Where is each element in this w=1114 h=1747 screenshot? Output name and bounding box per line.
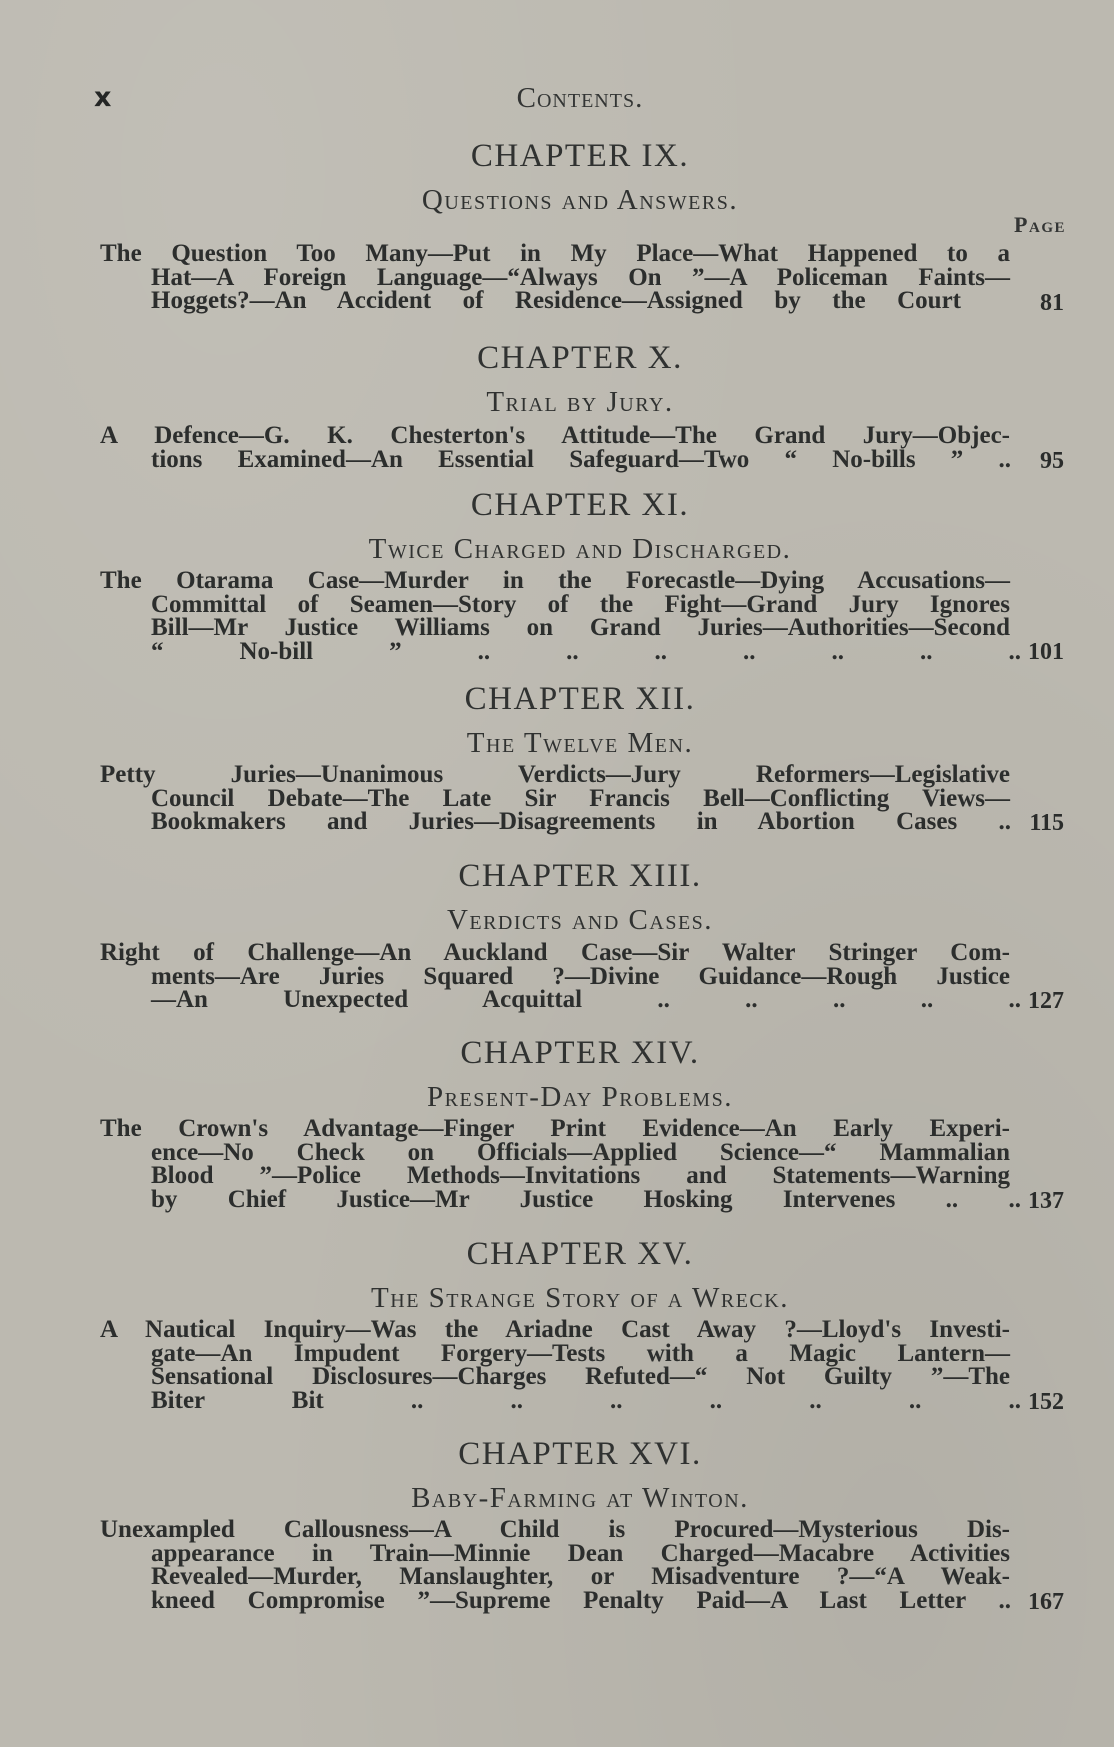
chapter-title: CHAPTER IX. (470, 138, 690, 174)
chapter-subtitle: Verdicts and Cases. (446, 904, 714, 936)
chapter-title: CHAPTER X. (477, 340, 683, 376)
summary-line: The Crown's Advantage—Finger Print Evidence—An Early Experi- (100, 1115, 1010, 1142)
page-column-label: Page (1014, 212, 1066, 237)
page-reference: 127 (1028, 988, 1064, 1014)
summary-line: “ No-bill ” .. .. .. .. .. .. .. (151, 637, 1021, 665)
chapter-summary (100, 567, 1021, 665)
chapter-summary (100, 1518, 1010, 1612)
chapter-summary (100, 1316, 1021, 1414)
summary-line: Bill—Mr Justice Williams on Grand Juries—Authorities—Second (151, 614, 1010, 641)
summary-line: Unexampled Callousness—A Child is Procured—Mysterious Dis- (100, 1516, 1010, 1543)
summary-line: Committal of Seamen—Story of the Fight—Grand Jury Ignores (151, 590, 1010, 618)
chapter-subtitle: Baby-Farming at Winton. (411, 1482, 749, 1514)
page-reference: 152 (1028, 1389, 1064, 1415)
page-reference: 115 (1029, 810, 1064, 836)
summary-line: Bookmakers and Juries—Disagreements in Abortion Cases .. (151, 808, 1011, 835)
summary-line: The Question Too Many—Put in My Place—What Happened to a (100, 240, 1010, 267)
chapter-summary (100, 424, 1010, 471)
summary-line: gate—An Impudent Forgery—Tests with a Magic Lantern— (151, 1339, 1010, 1367)
summary-line: A Nautical Inquiry—Was the Ariadne Cast Away ?—Lloyd's Investi- (100, 1316, 1010, 1343)
chapter-title: CHAPTER XI. (470, 487, 690, 523)
chapter-summary (100, 242, 1010, 313)
chapter-title: CHAPTER XVI. (458, 1436, 702, 1472)
summary-line: Petty Juries—Unanimous Verdicts—Jury Reformers—Legislative (100, 761, 1010, 788)
chapter-title: CHAPTER XIII. (458, 858, 702, 894)
chapter-summary (100, 939, 1021, 1013)
summary-line: Hoggets?—An Accident of Residence—Assigned by the Court (151, 287, 961, 314)
summary-line: —An Unexpected Acquittal .. .. .. .. .. (151, 986, 1021, 1013)
summary-line: by Chief Justice—Mr Justice Hosking Intervenes .. .. (151, 1185, 1021, 1213)
summary-line: ence—No Check on Officials—Applied Science—“ Mammalian (151, 1138, 1010, 1166)
chapter-subtitle: The Twelve Men. (466, 727, 694, 759)
page-reference: 81 (1040, 290, 1064, 316)
page-number: x (94, 82, 112, 113)
summary-line: Sensational Disclosures—Charges Refuted—“ Not Guilty ”—The (151, 1363, 1010, 1390)
summary-line: tions Examined—An Essential Safeguard—Two “ No-bills ” .. (151, 445, 1011, 473)
chapter-title: CHAPTER XIV. (460, 1035, 700, 1071)
chapter-title: CHAPTER XII. (464, 681, 696, 717)
summary-line: Revealed—Murder, Manslaughter, or Misadventure ?—“A Weak- (151, 1563, 1010, 1590)
running-head: Contents. (516, 82, 644, 114)
chapter-subtitle: Questions and Answers. (421, 184, 739, 216)
chapter-title: CHAPTER XV. (466, 1236, 694, 1272)
chapter-subtitle: Trial by Jury. (486, 386, 674, 418)
page-reference: 95 (1040, 448, 1064, 474)
chapter-summary (100, 1115, 1021, 1213)
summary-line: Blood ”—Police Methods—Invitations and Statements—Warning (151, 1162, 1010, 1189)
summary-line: Biter Bit .. .. .. .. .. .. .. (151, 1386, 1021, 1414)
page-header (0, 82, 1114, 122)
summary-line: ments—Are Juries Squared ?—Divine Guidance—Rough Justice (151, 962, 1010, 990)
page-reference: 167 (1028, 1589, 1064, 1615)
summary-line: kneed Compromise ”—Supreme Penalty Paid—A Last Letter .. (151, 1586, 1011, 1614)
summary-line: appearance in Train—Minnie Dean Charged—Macabre Activities (151, 1539, 1010, 1567)
summary-line: Right of Challenge—An Auckland Case—Sir Walter Stringer Com- (100, 939, 1010, 966)
summary-line: The Otarama Case—Murder in the Forecastle—Dying Accusations— (100, 567, 1010, 594)
chapter-subtitle: The Strange Story of a Wreck. (371, 1282, 789, 1314)
page-reference: 101 (1028, 639, 1064, 665)
chapter-subtitle: Present-Day Problems. (427, 1081, 733, 1113)
chapter-subtitle: Twice Charged and Discharged. (368, 533, 792, 565)
summary-line: A Defence—G. K. Chesterton's Attitude—The Grand Jury—Objec- (100, 422, 1010, 449)
summary-line: Council Debate—The Late Sir Francis Bell—Conflicting Views— (151, 784, 1010, 812)
summary-line: Hat—A Foreign Language—“Always On ”—A Policeman Faints— (151, 263, 1010, 291)
chapter-summary (100, 763, 1010, 834)
page-reference: 137 (1028, 1188, 1064, 1214)
